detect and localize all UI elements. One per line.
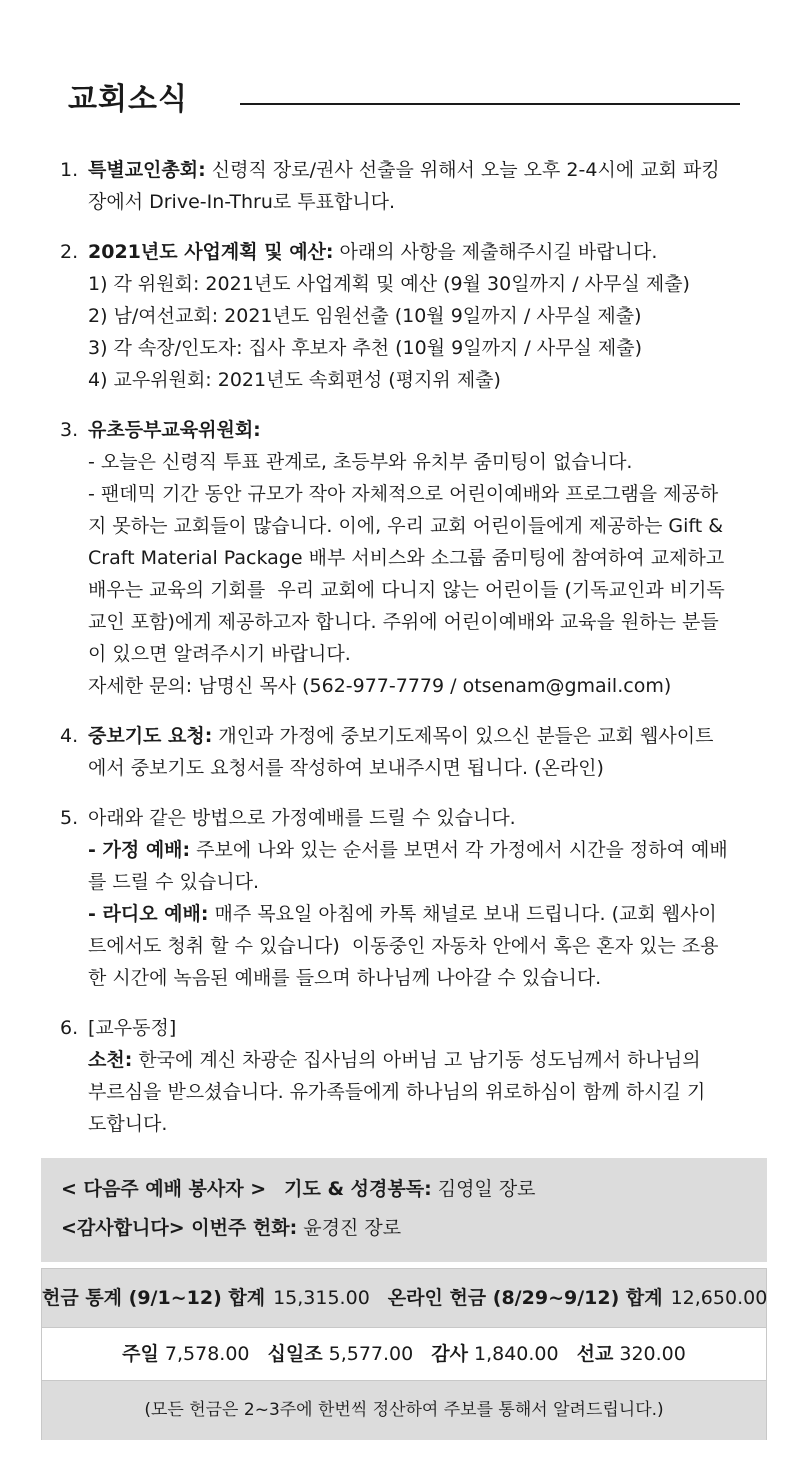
news-item-number: 1.	[60, 159, 79, 181]
news-item-heading: 2021년도 사업계획 및 예산:	[88, 241, 334, 263]
flower-offering	[61, 1213, 401, 1240]
news-item-line	[88, 332, 770, 364]
mission-label: 선교	[576, 1343, 614, 1365]
sunday-label: 주일	[122, 1343, 159, 1365]
news-item-text: 매주 목요일 아침에 카톡 채널로 보내 드립니다. (교회 웹사이	[208, 903, 717, 925]
offering-note: (모든 헌금은 2~3주에 한번씩 정산하여 주보를 통해서 알려드립니다.)	[42, 1380, 766, 1440]
news-item-text: 신령직 장로/권사 선출을 위해서 오늘 오후 2-4시에 교회 파킹	[205, 159, 720, 181]
news-item-text: 아래의 사항을 제출해주시길 바랍니다.	[333, 241, 658, 263]
tithe-value: 5,577.00	[328, 1343, 414, 1365]
news-item-heading: - 가정 예배:	[88, 839, 191, 861]
volunteer-box	[41, 1158, 767, 1262]
news-item-line	[88, 670, 770, 702]
news-item-text: 트에서도 청취 할 수 있습니다) 이동중인 자동차 안에서 혹은 혼자 있는 조용	[88, 935, 719, 957]
flower-name: 윤경진 장로	[303, 1217, 402, 1239]
next-week-volunteers	[61, 1174, 536, 1201]
news-item-line	[88, 446, 770, 478]
sunday-value: 7,578.00	[164, 1343, 250, 1365]
news-item-number: 2.	[60, 241, 79, 263]
news-item-line	[88, 574, 770, 606]
news-item-text: 아래와 같은 방법으로 가정예배를 드릴 수 있습니다.	[88, 807, 516, 829]
news-item-line	[88, 752, 770, 784]
news-item	[60, 720, 770, 784]
news-item-text: 부르심을 받으셨습니다. 유가족들에게 하나님의 위로하심이 함께 하시길 기	[88, 1081, 706, 1103]
news-item-line	[88, 834, 770, 866]
offering-breakdown	[42, 1328, 766, 1380]
news-item-text: Craft Material Package 배부 서비스와 소그룹 줌미팅에 참여하여 교제하고	[88, 547, 725, 569]
section-header	[68, 78, 748, 128]
news-item-number: 5.	[60, 807, 79, 829]
news-item-heading: 유초등부교육위원회:	[88, 419, 261, 441]
news-item-line	[88, 364, 770, 396]
news-item-body	[88, 154, 770, 218]
news-item	[60, 414, 770, 702]
news-item-text: 도합니다.	[88, 1113, 168, 1135]
total-value: 15,315.00	[273, 1287, 370, 1309]
news-item-line	[88, 154, 770, 186]
news-item-text: 한 시간에 녹음된 예배를 들으며 하나님께 나아갈 수 있습니다.	[88, 967, 602, 989]
news-item-line	[88, 802, 770, 834]
news-item-body	[88, 802, 770, 994]
news-list	[60, 154, 770, 1158]
news-item-text: 1) 각 위원회: 2021년도 사업계획 및 예산 (9월 30일까지 / 사무실 제출)	[88, 273, 690, 295]
offering-box	[41, 1268, 767, 1440]
news-item-line	[88, 268, 770, 300]
news-item-text: - 오늘은 신령직 투표 관계로, 초등부와 유치부 줌미팅이 없습니다.	[88, 451, 633, 473]
news-item-line	[88, 186, 770, 218]
news-item-text: 2) 남/여선교회: 2021년도 임원선출 (10월 9일까지 / 사무실 제출)	[88, 305, 642, 327]
thanks-offering-value: 1,840.00	[474, 1343, 559, 1365]
news-item-line	[88, 1108, 770, 1140]
news-item-text: 한국에 계신 차광순 집사님의 아버님 고 남기동 성도님께서 하나님의	[132, 1049, 701, 1071]
news-item-text: [교우동정]	[88, 1017, 177, 1039]
news-item-heading: 소천:	[88, 1049, 133, 1071]
news-item-line	[88, 930, 770, 962]
news-item-line	[88, 1044, 770, 1076]
news-item-text: 주보에 나와 있는 순서를 보면서 각 가정에서 시간을 정하여 예배	[190, 839, 728, 861]
news-item-text: 지 못하는 교회들이 많습니다. 이에, 우리 교회 어린이들에게 제공하는 Gift &	[88, 515, 724, 537]
news-item-text: 자세한 문의: 남명신 목사 (562-977-7779 / otsenam@gmail.com)	[88, 675, 672, 697]
news-item-line	[88, 510, 770, 542]
news-item-body	[88, 720, 770, 784]
news-item-line	[88, 236, 770, 268]
news-item-line	[88, 898, 770, 930]
news-item-line	[88, 720, 770, 752]
news-item-heading: - 라디오 예배:	[88, 903, 209, 925]
news-item-body	[88, 1012, 770, 1140]
page-title: 교회소식	[68, 82, 188, 117]
news-item	[60, 1012, 770, 1140]
news-item-text: 이 있으면 알려주시기 바랍니다.	[88, 643, 351, 665]
news-item-heading: 중보기도 요청:	[88, 725, 213, 747]
news-item-line	[88, 1076, 770, 1108]
news-item-line	[88, 866, 770, 898]
news-item-line	[88, 478, 770, 510]
mission-value: 320.00	[619, 1343, 686, 1365]
news-item-text: - 팬데믹 기간 동안 규모가 작아 자체적으로 어린이예배와 프로그램을 제공하	[88, 483, 719, 505]
news-item	[60, 154, 770, 218]
news-item	[60, 802, 770, 994]
news-item-body	[88, 236, 770, 396]
news-item-line	[88, 638, 770, 670]
prayer-label: 기도 & 성경봉독:	[284, 1178, 432, 1200]
news-item-number: 4.	[60, 725, 79, 747]
news-item-line	[88, 1012, 770, 1044]
news-item-text: 에서 중보기도 요청서를 작성하여 보내주시면 됩니다. (온라인)	[88, 757, 604, 779]
title-rule	[240, 103, 740, 105]
news-item-text: 를 드릴 수 있습니다.	[88, 871, 259, 893]
news-item-body	[88, 414, 770, 702]
news-item-line	[88, 962, 770, 994]
total-label: 헌금 통계 (9/1~12) 합계	[42, 1287, 266, 1309]
news-item-line	[88, 414, 770, 446]
tithe-label: 십일조	[267, 1343, 323, 1365]
next-week-label: < 다음주 예배 봉사자 >	[61, 1178, 267, 1200]
thanks-label: <감사합니다> 이번주 헌화:	[61, 1217, 298, 1239]
news-item-line	[88, 542, 770, 574]
thanks-offering-label: 감사	[431, 1343, 468, 1365]
news-item-line	[88, 300, 770, 332]
news-item-number: 3.	[60, 419, 79, 441]
offering-totals	[42, 1269, 766, 1328]
news-item-text: 3) 각 속장/인도자: 집사 후보자 추천 (10월 9일까지 / 사무실 제출)	[88, 337, 642, 359]
news-item-text: 개인과 가정에 중보기도제목이 있으신 분들은 교회 웹사이트	[212, 725, 714, 747]
prayer-name: 김영일 장로	[437, 1178, 536, 1200]
news-item-number: 6.	[60, 1017, 79, 1039]
news-item-text: 배우는 교육의 기회를 우리 교회에 다니지 않는 어린이들 (기독교인과 비기독	[88, 579, 725, 601]
online-label: 온라인 헌금 (8/29~9/12) 합계	[387, 1287, 663, 1309]
news-item-line	[88, 606, 770, 638]
news-item-text: 교인 포함)에게 제공하고자 합니다. 주위에 어린이예배와 교육을 원하는 분들	[88, 611, 719, 633]
news-item-text: 장에서 Drive-In-Thru로 투표합니다.	[88, 191, 396, 213]
news-item-text: 4) 교우위원회: 2021년도 속회편성 (평지위 제출)	[88, 369, 501, 391]
news-item	[60, 236, 770, 396]
online-value: 12,650.00	[670, 1287, 768, 1309]
news-item-heading: 특별교인총회:	[88, 159, 206, 181]
